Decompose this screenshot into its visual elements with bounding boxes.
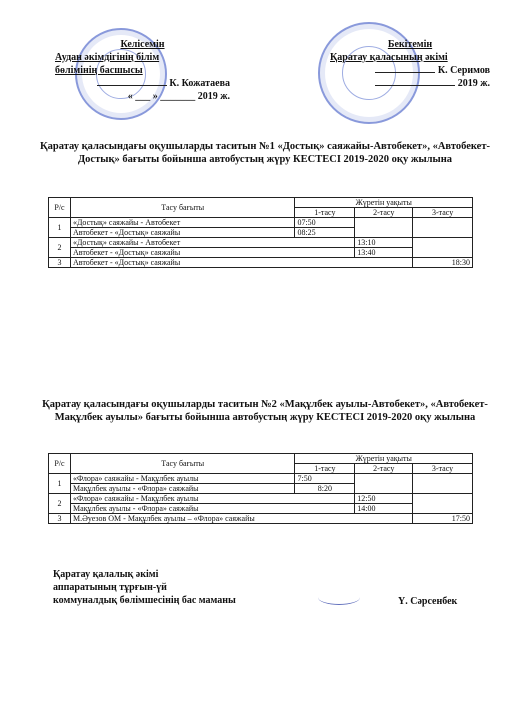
s1-r2-num: 2	[49, 238, 71, 258]
approval-right-position: Қаратау қаласының әкімі	[330, 52, 448, 63]
table-row	[49, 248, 473, 258]
approval-right	[330, 38, 490, 90]
footer-signature	[318, 590, 360, 605]
s1-header-time: Жүретін уақыты	[295, 198, 473, 208]
approval-left-position-2: бөлімінің басшысы	[55, 65, 143, 76]
s2-r2-num: 2	[49, 494, 71, 514]
s1-header-t3: 3-тасу	[413, 208, 473, 218]
s2-r2-route-a: «Флора» саяжайы - Мақұлбек ауылы	[70, 494, 354, 504]
s1-header-t1: 1-тасу	[295, 208, 355, 218]
s2-r1-num: 1	[49, 474, 71, 494]
s2-header-t1: 1-тасу	[295, 464, 355, 474]
s2-r2-time-b: 14:00	[355, 504, 413, 514]
schedule2-table	[48, 453, 473, 524]
s1-r1-time-a: 07:50	[295, 218, 355, 228]
s1-header-num: Р/с	[49, 198, 71, 218]
s2-header-num: Р/с	[49, 454, 71, 474]
approval-right-name: К. Серимов	[437, 65, 490, 76]
approval-left	[55, 38, 230, 103]
table-row	[49, 514, 473, 524]
s1-r1-num: 1	[49, 218, 71, 238]
table-row	[49, 494, 473, 504]
approval-left-title: Келісемін	[120, 39, 165, 50]
approval-right-title: Бекітемін	[387, 39, 433, 50]
s1-r1-route-a: «Достық» саяжайы - Автобекет	[70, 218, 294, 228]
table-row	[49, 504, 473, 514]
s2-r3-time-a: 17:50	[413, 514, 473, 524]
footer-position-3: коммуналдық бөлімшесінің бас маманы	[53, 595, 236, 606]
s2-r3-route-a: М.Әуезов ОМ - Мақұлбек ауылы – «Флора» саяжайы	[70, 514, 412, 524]
s1-r3-num: 3	[49, 258, 71, 268]
approval-right-signer	[330, 64, 490, 77]
approval-left-position-1: Аудан әкімдігінің білім	[55, 52, 160, 63]
approval-left-signer	[55, 77, 230, 90]
s2-header-t3: 3-тасу	[413, 464, 473, 474]
s1-r1-time-b: 08:25	[295, 228, 355, 238]
s2-r1-route-b: Мақұлбек ауылы - «Флора» саяжайы	[70, 484, 295, 494]
s2-r1-route-a: «Флора» саяжайы - Мақұлбек ауылы	[70, 474, 295, 484]
s1-header-t2: 2-тасу	[355, 208, 413, 218]
schedule1-table	[48, 197, 473, 268]
approval-right-date-text: 2019 ж.	[457, 78, 490, 89]
s2-r1-time-b: 8:20	[295, 484, 355, 494]
table-row	[49, 474, 473, 484]
s2-header-t2: 2-тасу	[355, 464, 413, 474]
s2-r3-num: 3	[49, 514, 71, 524]
s1-r2-time-a: 13:10	[355, 238, 413, 248]
footer-signatory	[53, 568, 313, 607]
s1-header-route: Тасу бағыты	[70, 198, 294, 218]
s1-r1-route-b: Автобекет - «Достық» саяжайы	[70, 228, 294, 238]
s1-r2-route-a: «Достық» саяжайы - Автобекет	[70, 238, 354, 248]
table-row	[49, 238, 473, 248]
s2-r2-time-a: 12:50	[355, 494, 413, 504]
s1-r3-time-a: 18:30	[413, 258, 473, 268]
footer-position-2: аппаратының тұрғын-үй	[53, 582, 167, 593]
s1-r2-route-b: Автобекет - «Достық» саяжайы	[70, 248, 354, 258]
s1-r3-route-a: Автобекет - «Достық» саяжайы	[70, 258, 412, 268]
s2-r1-time-a: 7:50	[295, 474, 355, 484]
footer-position-1: Қаратау қалалық әкімі	[53, 569, 159, 580]
s2-r2-route-b: Мақұлбек ауылы - «Флора» саяжайы	[70, 504, 354, 514]
schedule1-title: Қаратау қаласындағы оқушыларды таситын №1 «Достық» саяжайы-Автобекет», «Автобекет-Достық» бағыты бойынша автобустың жүру КЕСТЕСІ 2019-2020 оқу жылына	[40, 141, 490, 165]
s2-header-route: Тасу бағыты	[70, 454, 295, 474]
approval-left-name: К. Кожатаева	[169, 78, 230, 89]
approval-right-date	[330, 77, 490, 90]
footer-name: Ү. Сәрсенбек	[398, 596, 458, 607]
approval-left-date: « ___ » _______ 2019 ж.	[127, 91, 230, 102]
s2-header-time: Жүретін уақыты	[295, 454, 473, 464]
table-row	[49, 258, 473, 268]
schedule2-title: Қаратау қаласындағы оқушыларды таситын №2 «Мақұлбек ауылы-Автобекет», «Автобекет-Мақұлбек ауылы» бағыты бойынша автобустың жүру КЕСТЕСІ 2019-2020 оқу жылына	[42, 399, 488, 423]
s1-r2-time-b: 13:40	[355, 248, 413, 258]
table-row	[49, 218, 473, 228]
